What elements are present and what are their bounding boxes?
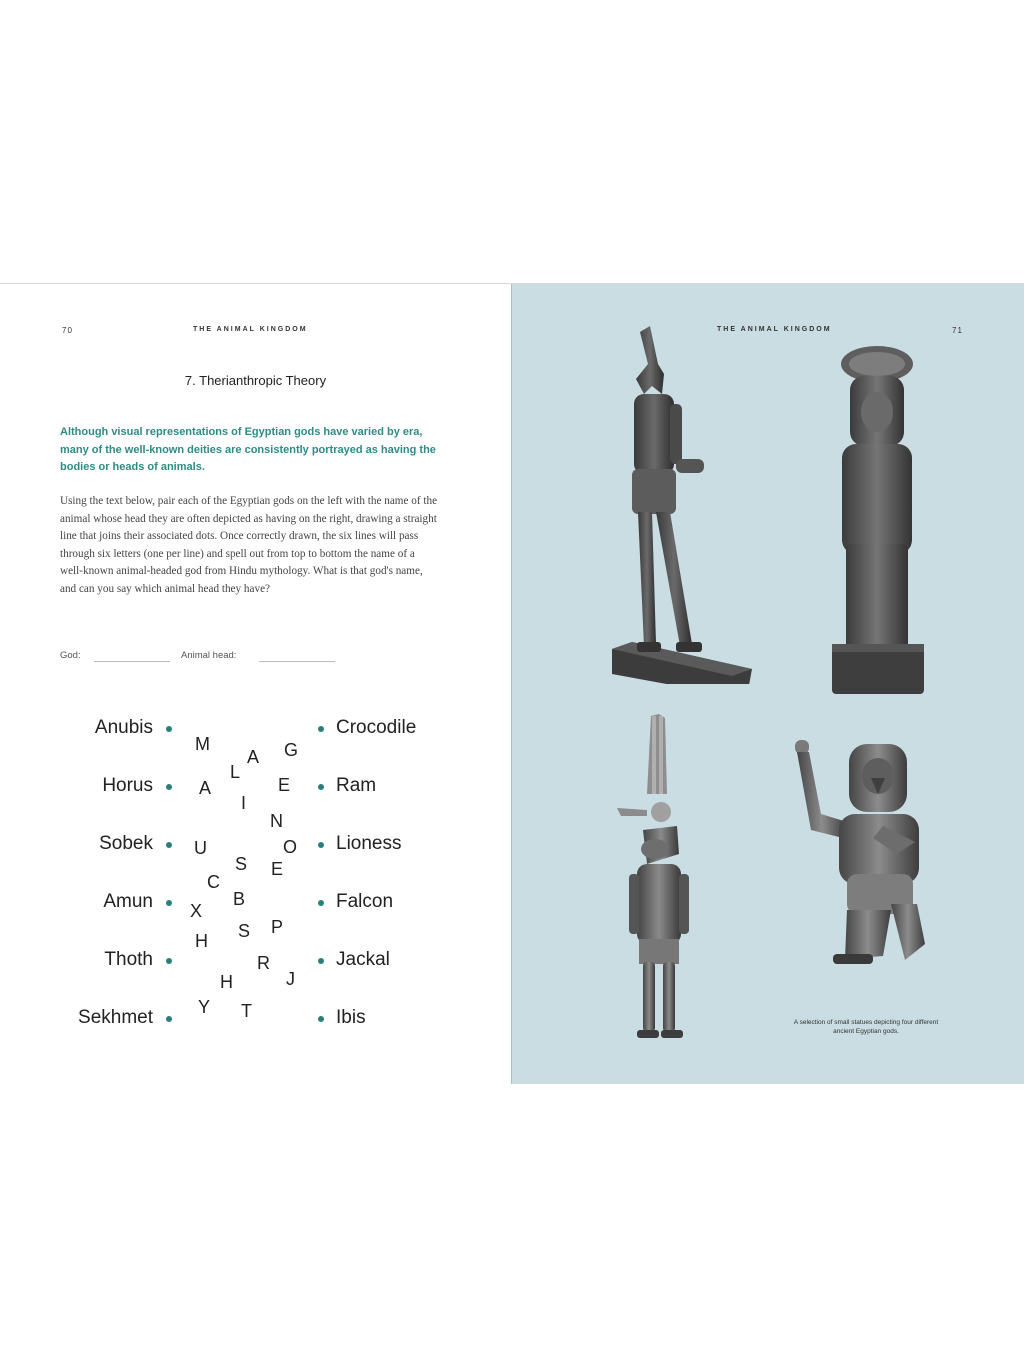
puzzle-letter: Y xyxy=(198,997,211,1017)
animal-head-answer-label: Animal head: xyxy=(181,650,237,661)
god-dot[interactable] xyxy=(166,842,172,848)
page-number-left: 70 xyxy=(62,326,73,335)
puzzle-letter: T xyxy=(241,1001,252,1021)
god-dot[interactable] xyxy=(166,900,172,906)
god-label: Sekhmet xyxy=(78,1007,153,1028)
animal-dot[interactable] xyxy=(318,1016,324,1022)
puzzle-letter: O xyxy=(283,837,298,857)
puzzle-letter: J xyxy=(286,969,295,989)
puzzle-letter: I xyxy=(241,793,247,813)
god-dot[interactable] xyxy=(166,726,172,732)
animal-dot[interactable] xyxy=(318,900,324,906)
animal-dot[interactable] xyxy=(318,784,324,790)
animal-label: Ram xyxy=(336,775,377,796)
puzzle-letter: S xyxy=(235,854,248,874)
puzzle-title: 7. Therianthropic Theory xyxy=(184,373,327,388)
puzzle-letter: H xyxy=(195,931,208,951)
jackal-statue-image xyxy=(592,324,762,684)
animal-label: Ibis xyxy=(336,1007,366,1028)
page-number-right: 71 xyxy=(952,326,963,335)
puzzle-letter: C xyxy=(207,872,220,892)
right-page xyxy=(511,284,1024,1084)
animal-dot[interactable] xyxy=(318,958,324,964)
running-head-left: THE ANIMAL KINGDOM xyxy=(193,326,308,333)
lioness-statue-image xyxy=(822,344,932,704)
puzzle-letter: P xyxy=(271,917,284,937)
god-label: Horus xyxy=(102,775,153,796)
puzzle-letter: A xyxy=(247,747,260,767)
ram-statue-image xyxy=(607,714,717,1044)
book-spread xyxy=(0,283,1024,1083)
god-label: Sobek xyxy=(99,833,153,854)
god-label: Thoth xyxy=(104,949,153,970)
puzzle-letter: X xyxy=(190,901,203,921)
animal-head-answer-line[interactable] xyxy=(259,661,335,662)
puzzle-letter: A xyxy=(199,778,212,798)
animal-label: Lioness xyxy=(336,833,402,854)
puzzle-letter: H xyxy=(220,972,233,992)
puzzle-letter: E xyxy=(271,859,284,879)
animal-label: Crocodile xyxy=(336,717,417,738)
god-answer-label: God: xyxy=(60,650,81,661)
puzzle-letter: E xyxy=(278,775,291,795)
god-label: Anubis xyxy=(94,717,153,738)
animal-label: Jackal xyxy=(336,949,390,970)
puzzle-letter: R xyxy=(257,953,270,973)
puzzle-letter: M xyxy=(195,734,210,754)
god-dot[interactable] xyxy=(166,784,172,790)
god-dot[interactable] xyxy=(166,1016,172,1022)
animal-dot[interactable] xyxy=(318,842,324,848)
intro-text: Although visual representations of Egyptian gods have varied by era, many of the well-known deities are consistently portrayed as having the bodies or heads of animals. xyxy=(60,426,436,473)
puzzle-letter: G xyxy=(284,740,299,760)
god-dot[interactable] xyxy=(166,958,172,964)
puzzle-letter: U xyxy=(194,838,207,858)
puzzle-letter: N xyxy=(270,811,283,831)
left-page xyxy=(0,284,511,1084)
god-label: Amun xyxy=(103,891,153,912)
animal-dot[interactable] xyxy=(318,726,324,732)
animal-label: Falcon xyxy=(336,891,394,912)
puzzle-letter: L xyxy=(230,762,241,782)
falcon-statue-image xyxy=(787,734,937,974)
god-answer-line[interactable] xyxy=(94,661,170,662)
running-head-right: THE ANIMAL KINGDOM xyxy=(717,326,832,333)
puzzle-letter: S xyxy=(238,921,251,941)
puzzle-letter: B xyxy=(233,889,246,909)
photo-caption: A selection of small statues depicting four different ancient Egyptian gods. xyxy=(793,1019,939,1035)
instructions-text: Using the text below, pair each of the Egyptian gods on the left with the name of the animal whose head they are often depicted as having on the right, drawing a straight line that joins their associated dots. Once correctly drawn, the six lines will pass through six letters (one per line) and spell out from top to bottom the name of a well-known animal-headed god from Hindu mythology. What is that god's name, and can you say which animal head they have? xyxy=(60,495,438,595)
